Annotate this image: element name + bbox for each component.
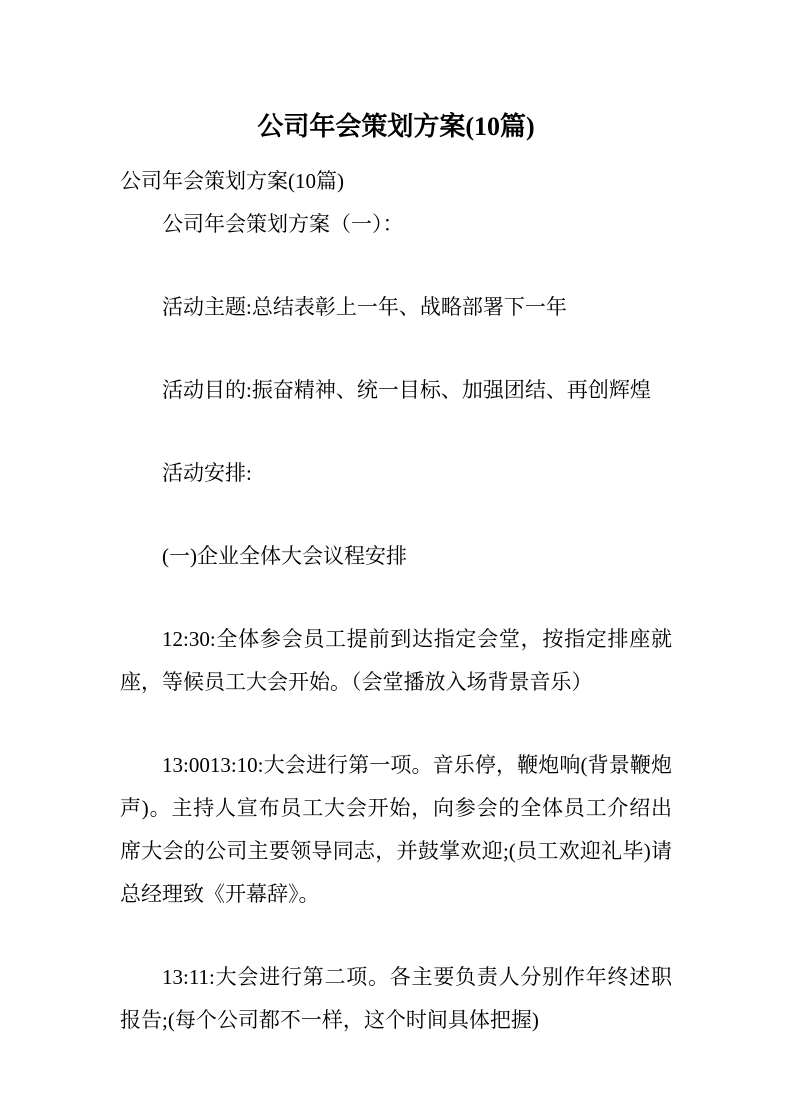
paragraph-agenda-heading: (一)企业全体大会议程安排 [162,544,407,568]
document-title: 公司年会策划方案(10篇) [257,112,535,141]
paragraph-heading-repeat: 公司年会策划方案(10篇) [120,169,344,193]
paragraph-activity-purpose: 活动目的:振奋精神、统一目标、加强团结、再创辉煌 [162,378,651,402]
paragraph-agenda-1300: 13:0013:10:大会进行第一项。音乐停，鞭炮响(背景鞭炮声)。主持人宣布员工大会开始，向参会的全体员工介绍出席大会的公司主要领导同志，并鼓掌欢迎;(员工欢迎礼毕)请总经理致《开幕辞》。 [120,753,672,906]
paragraph-agenda-1311: 13:11:大会进行第二项。各主要负责人分别作年终述职报告;(每个公司都不一样，这个时间具体把握) [120,965,672,1032]
paragraph-agenda-1230: 12:30:全体参会员工提前到达指定会堂，按指定排座就座，等候员工大会开始。（会堂播放入场背景音乐） [120,627,672,694]
paragraph-section-one-heading: 公司年会策划方案（一）： [162,212,404,236]
paragraph-activity-schedule-label: 活动安排: [162,461,252,485]
paragraph-activity-theme: 活动主题:总结表彰上一年、战略部署下一年 [162,295,567,319]
